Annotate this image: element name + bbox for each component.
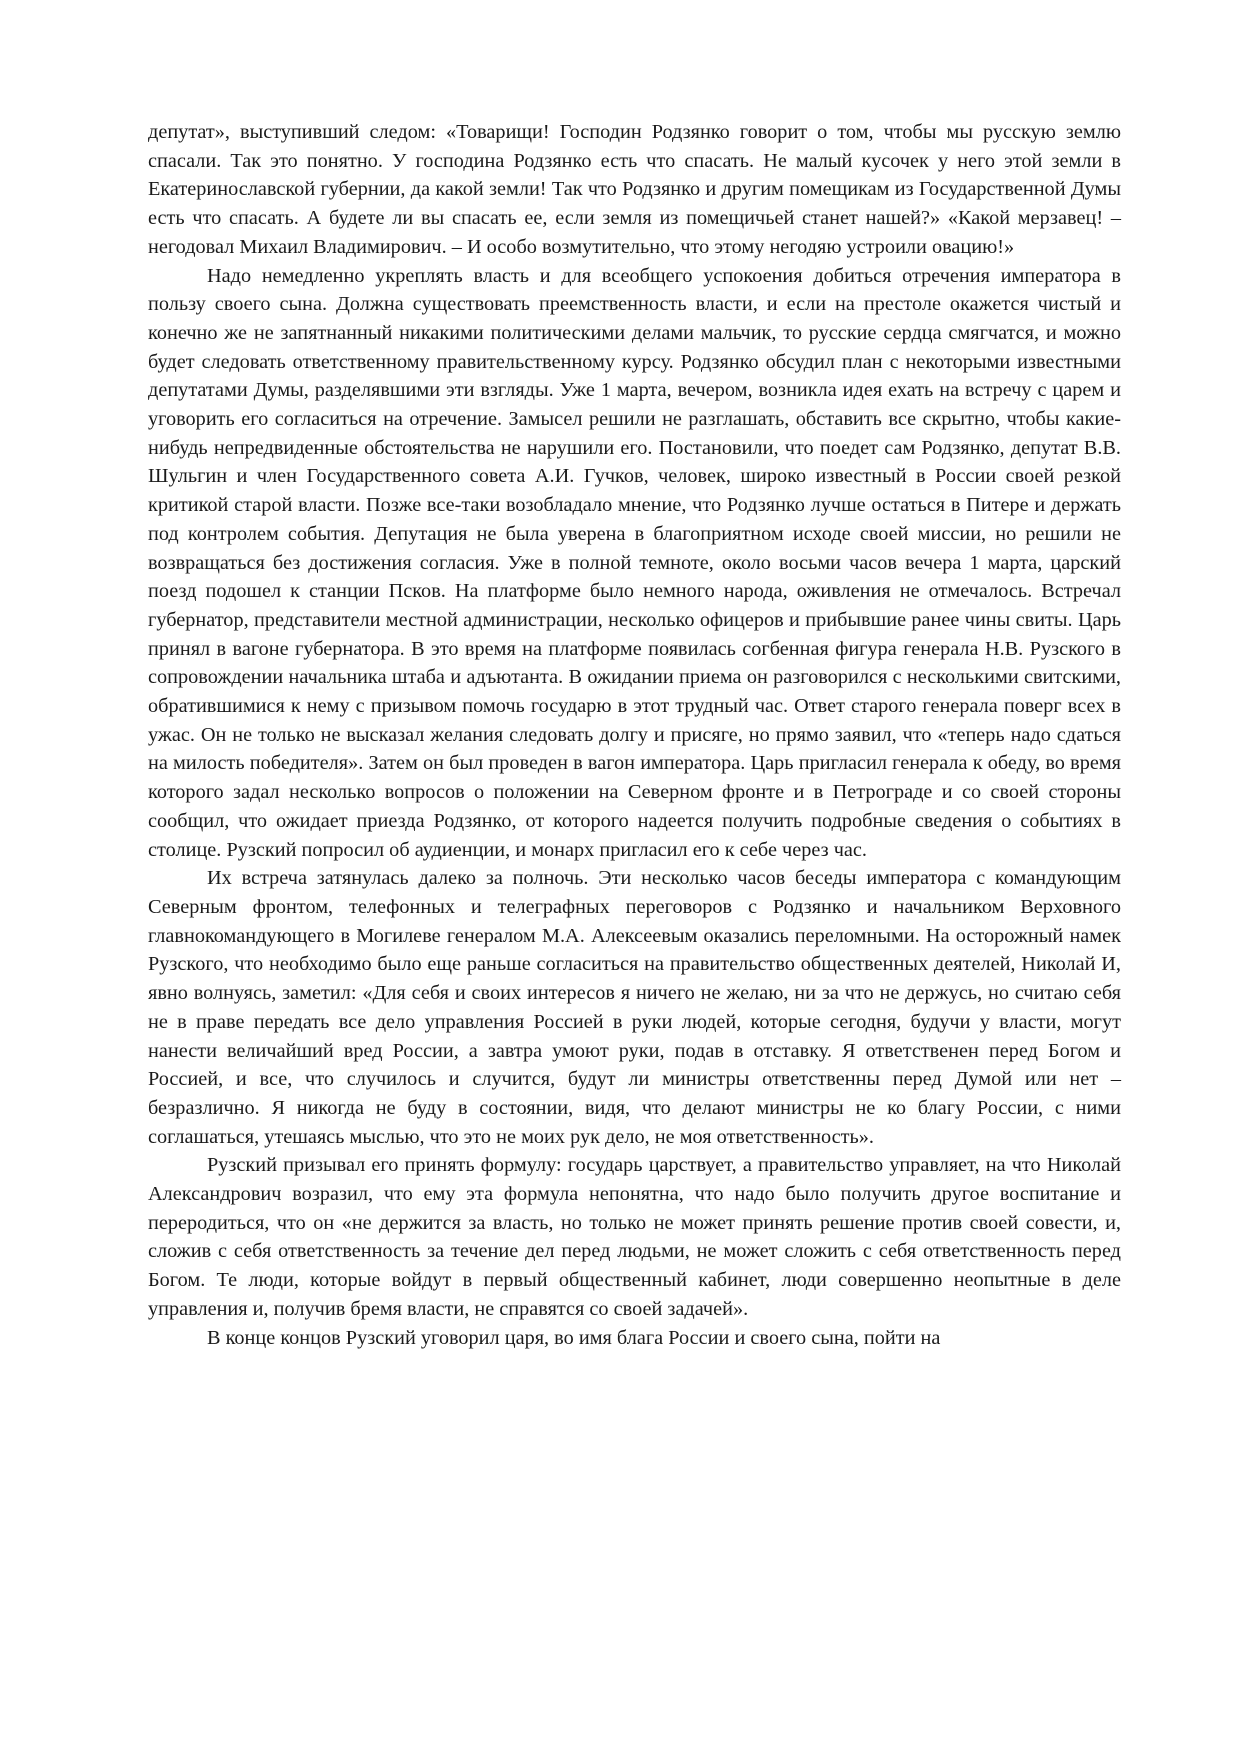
- paragraph-5: В конце концов Рузский уговорил царя, во имя блага России и своего сына, пойти на: [207, 1326, 941, 1349]
- paragraph-3: Их встреча затянулась далеко за полночь. Эти несколько часов беседы императора с командующим Северным фронтом, телефонных и телеграфных переговоров с Родзянко и начальником Верховного главнокомандующего в Могилеве генералом М.А. Алексеевым оказались переломными. На осторожный намек Рузского, что необходимо было еще раньше согласиться на правительство общественных деятелей, Николай И, явно волнуясь, заметил: «Для себя и своих интересов я ничего не желаю, ни за что не держусь, но считаю себя не в праве передать все дело управления Россией в руки людей, которые сегодня, будучи у власти, могут нанести величайший вред России, а завтра умоют руки, подав в отставку. Я ответственен перед Богом и Россией, и все, что случилось и случится, будут ли министры ответственны перед Думой или нет – безразлично. Я никогда не буду в состоянии, видя, что делают министры не ко благу России, с ними соглашаться, утешаясь мыслью, что это не моих рук дело, не моя ответственность».: [148, 867, 1121, 1148]
- paragraph-4: Рузский призывал его принять формулу: государь царствует, а правительство управляет, на что Николай Александрович возразил, что ему эта формула непонятна, что надо было получить другое воспитание и переродиться, что он «не держится за власть, но только не может принять решение против своей совести, и, сложив с себя ответственность за течение дел перед людьми, не может сложить с себя ответственность перед Богом. Те люди, которые войдут в первый общественный кабинет, люди совершенно неопытные в деле управления и, получив бремя власти, не справятся со своей задачей».: [148, 1154, 1121, 1320]
- paragraph-2: Надо немедленно укреплять власть и для всеобщего успокоения добиться отречения императора в пользу своего сына. Должна существовать преемственность власти, и если на престоле окажется чистый и конечно же не запятнанный никакими политическими делами мальчик, то русские сердца смягчатся, и можно будет следовать ответственному правительственному курсу. Родзянко обсудил план с некоторыми известными депутатами Думы, разделявшими эти взгляды. Уже 1 марта, вечером, возникла идея ехать на встречу с царем и уговорить его согласиться на отречение. Замысел решили не разглашать, обставить все скрытно, чтобы какие-нибудь непредвиденные обстоятельства не нарушили его. Постановили, что поедет сам Родзянко, депутат В.В. Шульгин и член Государственного совета А.И. Гучков, человек, широко известный в России своей резкой критикой старой власти. Позже все-таки возобладало мнение, что Родзянко лучше остаться в Питере и держать под контролем события. Депутация не была уверена в благоприятном исходе своей миссии, но решили не возвращаться без достижения согласия. Уже в полной темноте, около восьми часов вечера 1 марта, царский поезд подошел к станции Псков. На платформе было немного народа, оживления не отмечалось. Встречал губернатор, представители местной администрации, несколько офицеров и прибывшие ранее чины свиты. Царь принял в вагоне губернатора. В это время на платформе появилась согбенная фигура генерала Н.В. Рузского в сопровождении начальника штаба и адъютанта. В ожидании приема он разговорился с несколькими свитскими, обратившимися к нему с призывом помочь государю в этот трудный час. Ответ старого генерала поверг всех в ужас. Он не только не высказал желания следовать долгу и присяге, но прямо заявил, что «теперь надо сдаться на милость победителя». Затем он был проведен в вагон императора. Царь пригласил генерала к обеду, во время которого задал несколько вопросов о положении на Северном фронте и в Петрограде и со своей стороны сообщил, что ожидает приезда Родзянко, от которого надеется получить подробные сведения о событиях в столице. Рузский попросил об аудиенции, и монарх пригласил его к себе через час.: [148, 264, 1121, 861]
- paragraph-1: депутат», выступивший следом: «Товарищи! Господин Родзянко говорит о том, чтобы мы русскую землю спасали. Так это понятно. У господина Родзянко есть что спасать. Не малый кусочек у него этой земли в Екатеринославской губернии, да какой земли! Так что Родзянко и другим помещикам из Государственной Думы есть что спасать. А будете ли вы спасать ее, если земля из помещичьей станет нашей?» «Какой мерзавец! – негодовал Михаил Владимирович. – И особо возмутительно, что этому негодяю устроили овацию!»: [148, 121, 1121, 258]
- document-page: [148, 118, 1121, 1352]
